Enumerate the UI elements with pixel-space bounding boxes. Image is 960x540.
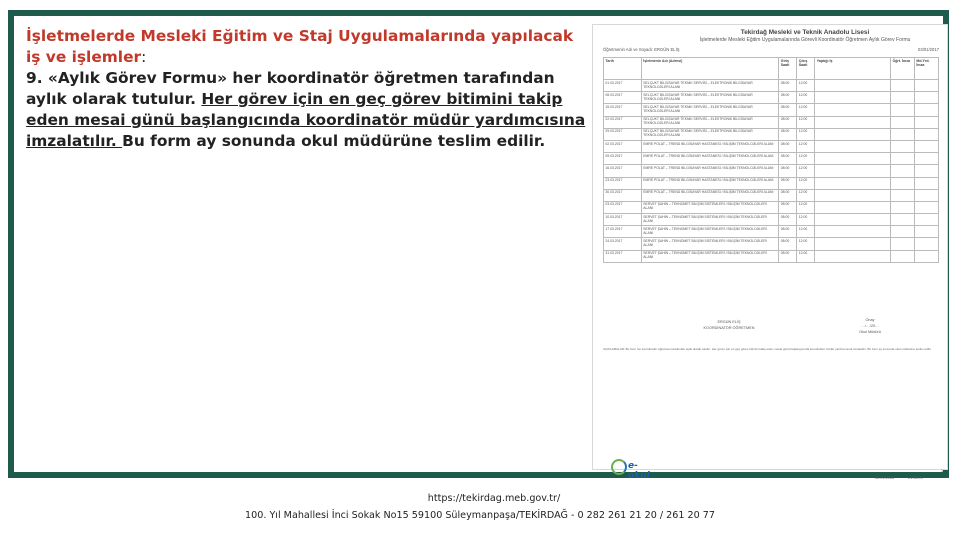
row-in-time: 08:00	[779, 92, 797, 104]
body-text-intro: 9. «Aylık Görev Formu» her koordinatör öğretmen tarafından aylık olarak tutulur.	[26, 69, 555, 108]
row-vice-sign	[914, 80, 938, 92]
row-company: EMRE POLAT – TREND BİLGİSAYAR HASTANESİ / BİLİŞİM TEKNOLOJİLERİ ALANI	[641, 140, 778, 152]
row-teacher-sign	[891, 238, 915, 250]
row-company: SERVET ŞAHİN – TEKNOMET BİLİŞİM SİSTEMLERİ / BİLİŞİM TEKNOLOJİLERİ ALANI	[641, 226, 778, 238]
row-vice-sign	[914, 214, 938, 226]
header-company: İşletmenin Adı (Adresi)	[641, 58, 778, 80]
row-date: 02.03.2017	[604, 140, 642, 152]
row-teacher-sign	[891, 104, 915, 116]
table-row	[604, 153, 939, 165]
table-row	[604, 214, 939, 226]
row-work-done	[815, 177, 891, 189]
row-out-time: 12:00	[797, 153, 815, 165]
row-vice-sign	[914, 238, 938, 250]
header-work-done: Yaptığı İş	[815, 58, 891, 80]
table-row	[604, 140, 939, 152]
row-company: EMRE POLAT – TREND BİLGİSAYAR HASTANESİ / BİLİŞİM TEKNOLOJİLERİ ALANI	[641, 153, 778, 165]
row-vice-sign	[914, 140, 938, 152]
header-in-time: Giriş Saati	[779, 58, 797, 80]
table-row	[604, 128, 939, 140]
form-header	[593, 29, 947, 43]
table-row	[604, 92, 939, 104]
row-teacher-sign	[891, 165, 915, 177]
approval-role: Okul Müdürü	[859, 330, 881, 334]
row-teacher-sign	[891, 189, 915, 201]
row-work-done	[815, 238, 891, 250]
form-school-name: Tekirdağ Mesleki ve Teknik Anadolu Lisesi	[740, 29, 870, 36]
row-out-time: 12:00	[797, 214, 815, 226]
header-date: Tarih	[604, 58, 642, 80]
row-out-time: 12:00	[797, 177, 815, 189]
table-row	[604, 250, 939, 262]
row-in-time: 08:00	[779, 80, 797, 92]
approval-block	[845, 317, 895, 335]
duty-table-header	[604, 58, 939, 80]
row-company: SELÇUKT BİLGİSAYAR TEKNİK SERVİSİ – ELEKTRONİK BİLGİSAYAR TEKNOLOJİLERİ ALANI	[641, 104, 778, 116]
approval-date: …/…/20…	[861, 324, 879, 328]
row-out-time: 12:00	[797, 189, 815, 201]
row-company: SELÇUKT BİLGİSAYAR TEKNİK SERVİSİ – ELEKTRONİK BİLGİSAYAR TEKNOLOJİLERİ ALANI	[641, 128, 778, 140]
row-vice-sign	[914, 177, 938, 189]
form-page-number: 1	[941, 469, 944, 473]
row-teacher-sign	[891, 226, 915, 238]
row-work-done	[815, 226, 891, 238]
row-in-time: 08:00	[779, 226, 797, 238]
form-teacher-name: Öğretmenin Adı ve Soyadı: ERGÜN ELİŞ	[603, 47, 680, 52]
body-text-end: Bu form ay sonunda okul müdürüne teslim edilir.	[122, 132, 546, 150]
row-company: EMRE POLAT – TREND BİLGİSAYAR HASTANESİ / BİLİŞİM TEKNOLOJİLERİ ALANI	[641, 165, 778, 177]
row-teacher-sign	[891, 128, 915, 140]
table-row	[604, 226, 939, 238]
row-in-time: 08:00	[779, 189, 797, 201]
row-out-time: 12:00	[797, 250, 815, 262]
row-teacher-sign	[891, 92, 915, 104]
row-date: 29.03.2017	[604, 128, 642, 140]
table-row	[604, 165, 939, 177]
row-out-time: 12:00	[797, 226, 815, 238]
row-work-done	[815, 153, 891, 165]
row-out-time: 12:00	[797, 238, 815, 250]
row-vice-sign	[914, 104, 938, 116]
row-in-time: 08:00	[779, 177, 797, 189]
row-out-time: 12:00	[797, 140, 815, 152]
row-company: EMRE POLAT – TREND BİLGİSAYAR HASTANESİ / BİLİŞİM TEKNOLOJİLERİ ALANI	[641, 189, 778, 201]
row-out-time: 12:00	[797, 116, 815, 128]
form-print-time: 21:36:09	[908, 476, 923, 480]
form-notes: AÇIKLAMALAR: Bu form her koordinatör öğretmen tarafından aylık olarak tutulur. Her görev için en geç görev bitimini takip eden mesai günü başlangıcında koordinatör müdür yardımcısına imzalatılır. Bu form ay sonunda okul müdürüne teslim edilir.	[603, 347, 932, 351]
body-text-underlined: Her görev için en geç görev bitimini takip eden mesai günü başlangıcında koordinatör müdür yardımcısına imzalatılır.	[26, 90, 586, 150]
row-teacher-sign	[891, 177, 915, 189]
row-work-done	[815, 214, 891, 226]
eokul-logo-icon	[611, 459, 627, 475]
row-in-time: 08:00	[779, 104, 797, 116]
row-work-done	[815, 250, 891, 262]
row-vice-sign	[914, 128, 938, 140]
row-teacher-sign	[891, 80, 915, 92]
row-company: EMRE POLAT – TREND BİLGİSAYAR HASTANESİ / BİLİŞİM TEKNOLOJİLERİ ALANI	[641, 177, 778, 189]
header-out-time: Çıkış Saati	[797, 58, 815, 80]
slide-text	[26, 26, 586, 152]
row-company: SERVET ŞAHİN – TEKNOMET BİLİŞİM SİSTEMLERİ / BİLİŞİM TEKNOLOJİLERİ ALANI	[641, 250, 778, 262]
row-company: SELÇUKT BİLGİSAYAR TEKNİK SERVİSİ – ELEKTRONİK BİLGİSAYAR TEKNOLOJİLERİ ALANI	[641, 80, 778, 92]
form-title: İşletmelerde Mesleki Eğitim Uygulamalarında Görevli Koordinatör Öğretmen Aylık Görev Formu	[699, 37, 911, 43]
row-work-done	[815, 80, 891, 92]
row-work-done	[815, 201, 891, 213]
slide-title: İşletmelerde Mesleki Eğitim ve Staj Uygulamalarında yapılacak iş ve işlemler	[26, 27, 574, 66]
row-vice-sign	[914, 201, 938, 213]
row-vice-sign	[914, 116, 938, 128]
row-in-time: 08:00	[779, 250, 797, 262]
table-row	[604, 80, 939, 92]
eokul-logo	[611, 459, 659, 481]
monthly-duty-form-image	[592, 24, 948, 481]
row-date: 31.03.2017	[604, 250, 642, 262]
row-date: 08.03.2017	[604, 92, 642, 104]
row-work-done	[815, 116, 891, 128]
row-work-done	[815, 104, 891, 116]
row-date: 09.03.2017	[604, 153, 642, 165]
row-teacher-sign	[891, 201, 915, 213]
row-in-time: 08:00	[779, 165, 797, 177]
row-date: 16.03.2017	[604, 165, 642, 177]
row-out-time: 12:00	[797, 201, 815, 213]
row-company: SELÇUKT BİLGİSAYAR TEKNİK SERVİSİ – ELEKTRONİK BİLGİSAYAR TEKNOLOJİLERİ ALANI	[641, 92, 778, 104]
row-in-time: 08:00	[779, 128, 797, 140]
row-date: 01.03.2017	[604, 80, 642, 92]
row-company: SERVET ŞAHİN – TEKNOMET BİLİŞİM SİSTEMLERİ / BİLİŞİM TEKNOLOJİLERİ ALANI	[641, 214, 778, 226]
table-row	[604, 177, 939, 189]
duty-table-body	[604, 80, 939, 263]
header-teacher-sign: Öğrt. İmza	[891, 58, 915, 80]
table-row	[604, 116, 939, 128]
duty-table	[603, 57, 939, 263]
row-company: SELÇUKT BİLGİSAYAR TEKNİK SERVİSİ – ELEKTRONİK BİLGİSAYAR TEKNOLOJİLERİ ALANI	[641, 116, 778, 128]
footer-address: 100. Yıl Mahallesi İnci Sokak No15 59100 Süleymanpaşa/TEKİRDAĞ - 0 282 261 21 20 / 261 20 77	[245, 510, 715, 521]
teacher-signature-block	[689, 319, 769, 331]
row-work-done	[815, 92, 891, 104]
eokul-logo-text: e-okul	[628, 461, 650, 481]
row-in-time: 08:00	[779, 238, 797, 250]
row-date: 15.03.2017	[604, 104, 642, 116]
row-out-time: 12:00	[797, 92, 815, 104]
row-work-done	[815, 140, 891, 152]
row-teacher-sign	[891, 116, 915, 128]
row-work-done	[815, 189, 891, 201]
row-out-time: 12:00	[797, 165, 815, 177]
row-date: 30.03.2017	[604, 189, 642, 201]
row-teacher-sign	[891, 250, 915, 262]
approval-label: Onay	[865, 318, 875, 322]
row-work-done	[815, 128, 891, 140]
slide-frame	[8, 10, 949, 481]
row-vice-sign	[914, 92, 938, 104]
form-date: 03/01/2017	[918, 47, 939, 52]
slide-title-colon: :	[141, 48, 147, 66]
row-teacher-sign	[891, 140, 915, 152]
row-date: 23.03.2017	[604, 177, 642, 189]
row-in-time: 08:00	[779, 140, 797, 152]
row-company: SERVET ŞAHİN – TEKNOMET BİLİŞİM SİSTEMLERİ / BİLİŞİM TEKNOLOJİLERİ ALANI	[641, 238, 778, 250]
header-vice-sign: Md.Yrd. İmza	[914, 58, 938, 80]
table-row	[604, 201, 939, 213]
teacher-signature-name: ERGÜN ELİŞ	[717, 320, 741, 324]
row-in-time: 08:00	[779, 153, 797, 165]
form-print-date: 06.01.2018	[875, 476, 895, 480]
table-row	[604, 238, 939, 250]
form-meta	[603, 47, 939, 52]
row-in-time: 08:00	[779, 201, 797, 213]
row-teacher-sign	[891, 214, 915, 226]
row-vice-sign	[914, 250, 938, 262]
row-date: 03.03.2017	[604, 201, 642, 213]
row-date: 17.03.2017	[604, 226, 642, 238]
row-date: 24.03.2017	[604, 238, 642, 250]
row-date: 10.03.2017	[604, 214, 642, 226]
row-in-time: 08:00	[779, 214, 797, 226]
row-vice-sign	[914, 165, 938, 177]
slide-footer	[0, 490, 960, 524]
row-teacher-sign	[891, 153, 915, 165]
row-out-time: 12:00	[797, 104, 815, 116]
table-row	[604, 104, 939, 116]
footer-url[interactable]: https://tekirdag.meb.gov.tr/	[427, 493, 561, 504]
row-out-time: 12:00	[797, 128, 815, 140]
teacher-signature-role: KOORDİNATÖR ÖĞRETMEN	[703, 326, 755, 330]
row-out-time: 12:00	[797, 80, 815, 92]
row-vice-sign	[914, 153, 938, 165]
row-vice-sign	[914, 189, 938, 201]
table-row	[604, 189, 939, 201]
row-vice-sign	[914, 226, 938, 238]
row-company: SERVET ŞAHİN – TEKNOMET BİLİŞİM SİSTEMLERİ / BİLİŞİM TEKNOLOJİLERİ ALANI	[641, 201, 778, 213]
row-date: 22.03.2017	[604, 116, 642, 128]
row-in-time: 08:00	[779, 116, 797, 128]
row-work-done	[815, 165, 891, 177]
